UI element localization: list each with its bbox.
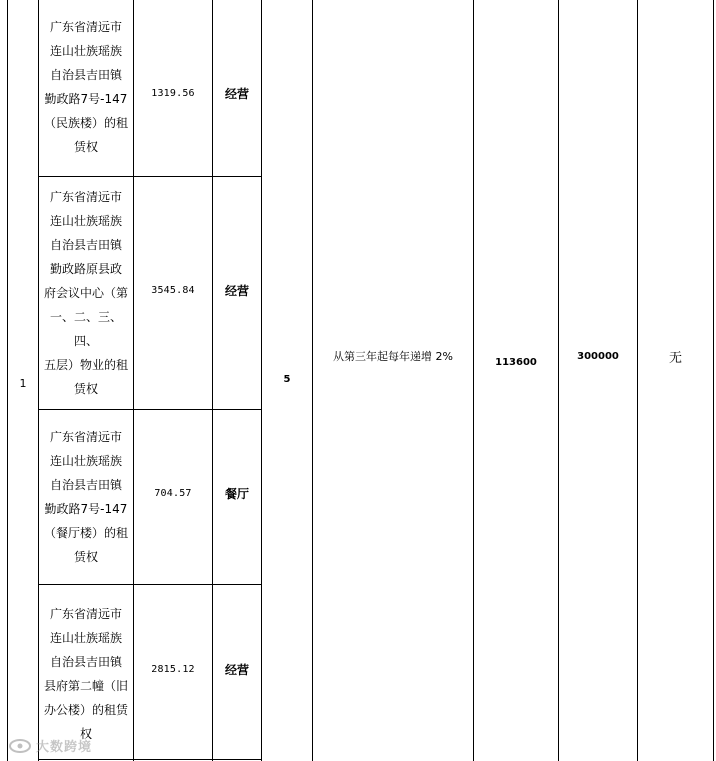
- deposit-amount: 300000: [577, 351, 619, 362]
- property-address: 广东省清远市 连山壮族瑶族 自治县吉田镇 勤政路原县政 府会议中心（第 一、二、三、四、 五层）物业的租 赁权: [43, 190, 128, 396]
- property-use: 经营: [224, 283, 249, 298]
- remarks: 无: [668, 351, 682, 366]
- table-border-right: [713, 0, 714, 761]
- property-use: 经营: [224, 86, 249, 101]
- property-address: 广东省清远市 连山壮族瑶族 自治县吉田镇 县府第二幢（旧 办公楼）的租赁 权: [43, 607, 128, 741]
- property-area: 704.57: [154, 487, 192, 499]
- property-address: 广东省清远市 连山壮族瑶族 自治县吉田镇 勤政路7号-147 （餐厅楼）的租 赁权: [43, 430, 128, 564]
- watermark-text: 大数跨境: [36, 740, 93, 755]
- row-divider: [38, 759, 262, 760]
- property-use: 餐厅: [224, 486, 249, 501]
- row-number: 1: [19, 377, 27, 390]
- property-area: 1319.56: [151, 87, 195, 99]
- property-area: 2815.12: [151, 663, 195, 675]
- rent-increase-terms: 从第三年起每年递增 2%: [333, 349, 453, 363]
- property-area: 3545.84: [151, 284, 195, 296]
- lease-term-years: 5: [283, 374, 291, 385]
- annual-rent: 113600: [495, 356, 537, 368]
- eye-logo-icon: [8, 738, 32, 754]
- property-address: 广东省清远市 连山壮族瑶族 自治县吉田镇 勤政路7号-147 （民族楼）的租 赁权: [43, 20, 128, 154]
- property-use: 经营: [224, 662, 249, 677]
- watermark: [8, 736, 92, 755]
